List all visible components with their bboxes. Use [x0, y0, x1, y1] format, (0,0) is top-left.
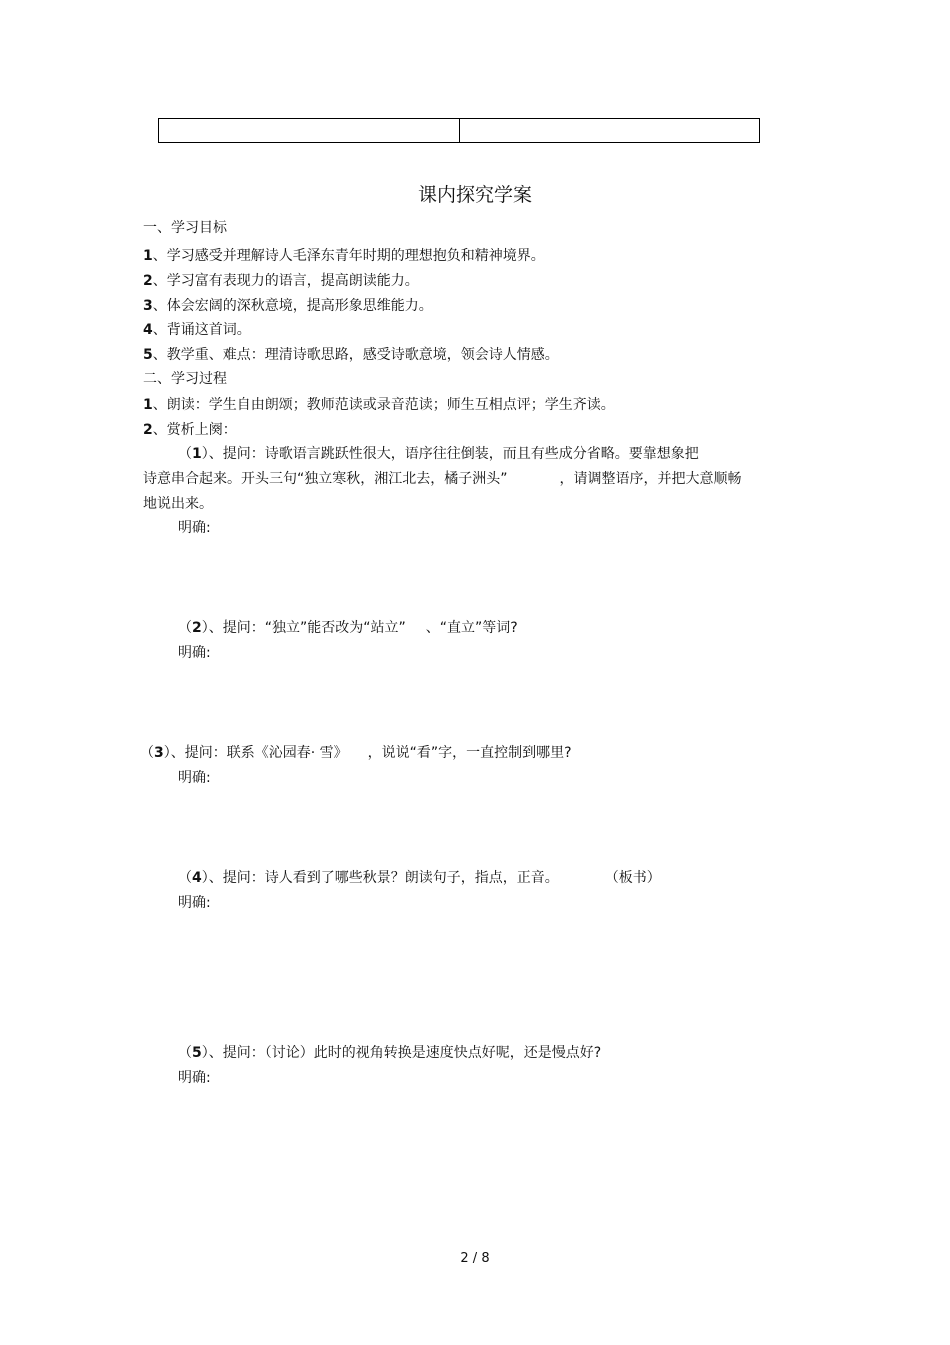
table-cell: [459, 119, 760, 143]
answer-label: 明确:: [178, 520, 211, 536]
question-number: 5: [192, 1045, 202, 1061]
goal-number: 4: [143, 322, 153, 338]
question-open-paren: （: [178, 620, 192, 636]
goal-text: 、背诵这首词。: [152, 322, 251, 338]
section-heading-process: 二、学习过程: [143, 371, 227, 387]
section-heading-goals: 一、学习目标: [143, 220, 227, 236]
process-item: [143, 395, 615, 415]
process-text: 、赏析上阕：: [152, 422, 237, 438]
goal-item: [143, 345, 559, 365]
process-item: [143, 420, 237, 440]
question-number: 1: [192, 446, 202, 462]
question-text: ）、提问：联系《沁园春· 雪》: [163, 745, 348, 761]
process-number: 2: [143, 422, 153, 438]
page-number: 2 / 8: [460, 1251, 490, 1266]
goal-item: [143, 296, 433, 316]
goal-text: 、学习富有表现力的语言，提高朗读能力。: [152, 273, 419, 289]
question-open-paren: （: [178, 870, 192, 886]
process-text: 、朗读：学生自由朗颂；教师范读或录音范读；师生互相点评；学生齐读。: [152, 397, 615, 413]
question-number: 4: [192, 870, 202, 886]
goal-item: [143, 320, 251, 340]
answer-label: 明确:: [178, 770, 211, 786]
goal-text: 、教学重、难点：理清诗歌思路，感受诗歌意境，领会诗人情感。: [152, 347, 559, 363]
process-number: 1: [143, 397, 153, 413]
question-number: 3: [154, 745, 164, 761]
goal-item: [143, 246, 545, 266]
question-1-line-3: 地说出来。: [143, 496, 213, 512]
question-4: [178, 868, 661, 888]
question-text: ，说说“看”字，一直控制到哪里?: [367, 745, 572, 761]
answer-label: 明确:: [178, 895, 211, 911]
question-1: [178, 444, 699, 464]
goal-item: [143, 271, 419, 291]
question-text: ）、提问：“独立”能否改为“站立”: [201, 620, 406, 636]
goal-number: 3: [143, 298, 153, 314]
header-table: [158, 118, 760, 143]
question-open-paren: （: [178, 1045, 192, 1061]
answer-label: 明确:: [178, 1070, 211, 1086]
goal-text: 、学习感受并理解诗人毛泽东青年时期的理想抱负和精神境界。: [152, 248, 545, 264]
question-text: 、“直立”等词?: [425, 620, 518, 636]
question-text: 诗意串合起来。开头三句“独立寒秋，湘江北去，橘子洲头”: [143, 471, 508, 487]
goal-text: 、体会宏阔的深秋意境，提高形象思维能力。: [152, 298, 433, 314]
question-text: ）、提问：（讨论）此时的视角转换是速度快点好呢，还是慢点好?: [201, 1045, 602, 1061]
question-open-paren: （: [178, 446, 192, 462]
question-text: ）、提问：诗人看到了哪些秋景？朗读句子，指点，正音。: [201, 870, 559, 886]
goal-number: 1: [143, 248, 153, 264]
goal-number: 5: [143, 347, 153, 363]
page-title: 课内探究学案: [417, 184, 532, 206]
question-text: ）、提问：诗歌语言跳跃性很大，语序往往倒装，而且有些成分省略。要靠想象把: [201, 446, 699, 462]
question-text: （板书）: [604, 870, 661, 886]
goal-number: 2: [143, 273, 153, 289]
table-row: [159, 119, 760, 143]
question-1-line-2: [143, 469, 742, 489]
table-cell: [159, 119, 460, 143]
question-text: ，请调整语序，并把大意顺畅: [559, 471, 742, 487]
question-5: [178, 1043, 601, 1063]
question-open-paren: （: [140, 745, 154, 761]
answer-label: 明确:: [178, 645, 211, 661]
question-2: [178, 618, 518, 638]
question-3: [140, 743, 572, 763]
question-number: 2: [192, 620, 202, 636]
